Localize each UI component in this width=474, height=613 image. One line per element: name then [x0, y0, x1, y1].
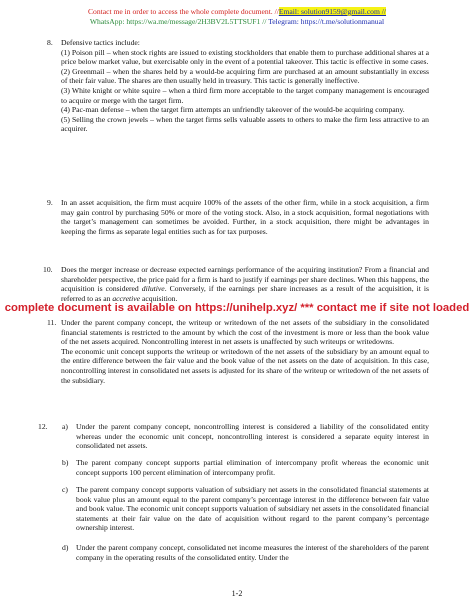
q8-item-3: (3) White knight or white squire – when a third firm more acceptable to the target company management is encouraged to acquire or merge with the target firm.	[61, 85, 429, 105]
q12b-label: b)	[62, 458, 69, 467]
q10-text-b: . Conversely, if the earnings per share increases as a result of the acquisition, it is referred to as an	[61, 284, 429, 303]
contact-header-line-2	[0, 17, 474, 26]
q11-number: 11.	[47, 318, 57, 327]
q8-block	[61, 38, 429, 134]
q8-item-5: (5) Selling the crown jewels – when the target firms sells valuable assets to others to make the firm less attractive to an acquirer.	[61, 114, 429, 134]
q9-block	[61, 198, 429, 236]
q12d-label: d)	[62, 543, 69, 552]
q10-block	[61, 265, 429, 303]
q9-number: 9.	[47, 198, 53, 207]
q12a-text: Under the parent company concept, noncontrolling interest is considered a liability of the consolidated entity whereas under the economic unit concept, noncontrolling interest is considered a separate equity interest in consolidated net assets.	[76, 422, 429, 451]
q12a-block	[76, 422, 429, 451]
q12d-block	[76, 543, 429, 562]
q10-text-c: acquisition.	[140, 293, 178, 303]
q10-term-dilutive: dilutive	[141, 284, 165, 294]
q8-item-1: (1) Poison pill – when stock rights are issued to existing stockholders that enable them to purchase additional shares at a price below market value, but exercisable only in the event of a potential takeover. This tactic is effective in some cases.	[61, 47, 429, 67]
q8-number: 8.	[47, 38, 53, 47]
q12d-text: Under the parent company concept, consolidated net income measures the interest of the shareholders of the parent company in the operating results of the consolidated entity. Under the	[76, 543, 429, 562]
q12b-text: The parent company concept supports partial elimination of intercompany profit whereas the economic unit concept supports 100 percent elimination of intercompany profit.	[76, 458, 429, 477]
page-number: 1-2	[231, 589, 243, 598]
document-availability-banner[interactable]: complete document is available on https://unihelp.xyz/ *** contact me if site not loaded	[4, 302, 470, 314]
whatsapp-link[interactable]: WhatsApp: https://wa.me/message/2H3BV2L5TTSUF1 //	[89, 17, 267, 26]
q11-para-2: The economic unit concept supports the writeup or writedown of the net assets of the subsidiary by an amount equal to the entire difference between the fair value and the book value of the net assets on the date of acquisition. In this case, noncontrolling interest in consolidated net assets is adjusted for its share of the writeup or writedown of the net assets of the subsidiary.	[61, 346, 429, 385]
q8-item-4: (4) Pac-man defense – when the target firm attempts an unfriendly takeover of the would-be acquiring company.	[61, 105, 405, 115]
q8-intro: Defensive tactics include:	[61, 38, 140, 47]
q12c-label: c)	[62, 485, 68, 494]
q10-number: 10.	[43, 265, 53, 274]
q12-number: 12.	[38, 422, 48, 431]
q12c-text: The parent company concept supports valuation of subsidiary net assets in the consolidated financial statements at book value plus an amount equal to the parent company’s percentage interest in the difference between fair value and book value. The economic unit concept supports valuation of subsidiary net assets in the consolidated financial statements at their fair value on the date of acquisition without regard to the parent company’s percentage ownership interest.	[76, 485, 429, 533]
contact-prefix: Contact me in order to access the whole complete document. //	[87, 7, 279, 16]
q11-block	[61, 318, 429, 385]
q9-text: In an asset acquisition, the firm must acquire 100% of the assets of the other firm, while in a stock acquisition, a firm may gain control by purchasing 50% or more of the voting stock. Also, in a stock acquisition, formal negotiations with the target’s management can sometimes be avoided. Further, in a stock acquisition, there might be advantages in keeping the firms as separate legal entities such as for tax purposes.	[61, 198, 429, 236]
q10-term-accretive: accretive	[112, 293, 141, 303]
q12c-block	[76, 485, 429, 533]
contact-header-line-1	[0, 7, 474, 16]
q11-para-1: Under the parent company concept, the writeup or writedown of the net assets of the subsidiary in the consolidated financial statements is restricted to the amount by which the cost of the investment is more or less than the book value of the net assets acquired. Noncontrolling interest in net assets is unaffected by such writeups or writedowns.	[61, 318, 429, 347]
q8-item-2: (2) Greenmail – when the shares held by a would-be acquiring firm are purchased at an amount substantially in excess of their fair value. The shares are then usually held in treasury. This tactic is generally ineffective.	[61, 66, 429, 86]
telegram-link[interactable]: Telegram: https://t.me/solutionmanual	[268, 17, 385, 26]
q10-text	[61, 265, 429, 303]
q12a-label: a)	[62, 422, 68, 431]
email-link[interactable]: Email: solution9159@gmail.com //	[278, 7, 387, 16]
q10-text-a: Does the merger increase or decrease expected earnings performance of the acquiring institution? From a financial and shareholder perspective, the price paid for a firm is hard to justify if earnings per share declines. When this happens, the acquisition is considered	[61, 265, 429, 294]
q12b-block	[76, 458, 429, 477]
